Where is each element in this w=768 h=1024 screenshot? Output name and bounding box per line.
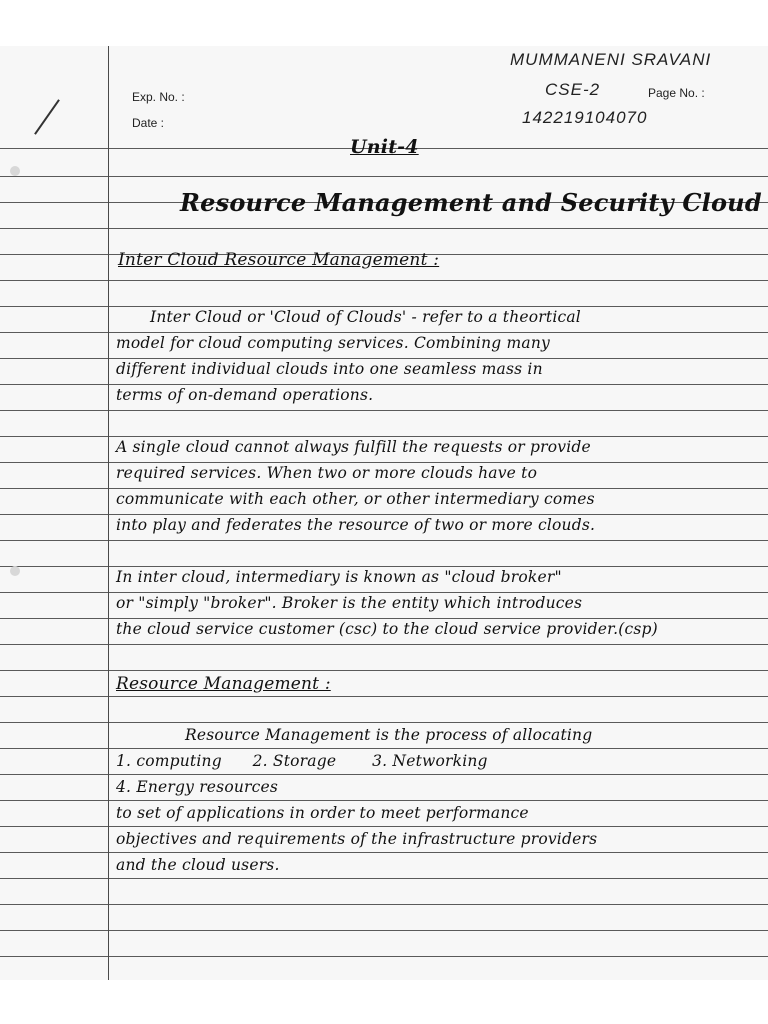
page-title: Resource Management and Security Cloud bbox=[180, 188, 762, 217]
paragraph-line: objectives and requirements of the infrastructure providers bbox=[116, 830, 598, 848]
pen-mark bbox=[34, 99, 60, 135]
ruled-line bbox=[0, 696, 768, 697]
ruled-line bbox=[0, 852, 768, 853]
date-label: Date : bbox=[132, 116, 165, 130]
ruled-line bbox=[0, 410, 768, 411]
notebook-page bbox=[0, 46, 768, 980]
ruled-line bbox=[0, 618, 768, 619]
paragraph-line: 4. Energy resources bbox=[116, 778, 279, 796]
section-heading-resource-management: Resource Management : bbox=[116, 674, 331, 694]
ruled-line bbox=[0, 748, 768, 749]
paragraph-line: model for cloud computing services. Combining many bbox=[116, 334, 550, 352]
ruled-line bbox=[0, 358, 768, 359]
ruled-line bbox=[0, 800, 768, 801]
ruled-line bbox=[0, 436, 768, 437]
ruled-line bbox=[0, 332, 768, 333]
paragraph-line: the cloud service customer (csc) to the cloud service provider.(csp) bbox=[116, 620, 658, 638]
roll-number: 142219104070 bbox=[522, 108, 648, 127]
ruled-line bbox=[0, 670, 768, 671]
paragraph-line: different individual clouds into one seamless mass in bbox=[116, 360, 543, 378]
ruled-line bbox=[0, 384, 768, 385]
ruled-line bbox=[0, 566, 768, 567]
ruled-line bbox=[0, 930, 768, 931]
paragraph-line: Resource Management is the process of allocating bbox=[185, 726, 593, 744]
ruled-line bbox=[0, 826, 768, 827]
ruled-line bbox=[0, 722, 768, 723]
binding-hole bbox=[10, 566, 20, 576]
binding-hole bbox=[10, 166, 20, 176]
paragraph-line: 1. computing 2. Storage 3. Networking bbox=[116, 752, 488, 770]
paragraph-line: required services. When two or more clouds have to bbox=[116, 464, 538, 482]
ruled-line bbox=[0, 956, 768, 957]
student-name: MUMMANENI SRAVANI bbox=[510, 50, 712, 69]
paragraph-line: terms of on-demand operations. bbox=[116, 386, 374, 404]
ruled-line bbox=[0, 462, 768, 463]
paragraph-line: Inter Cloud or 'Cloud of Clouds' - refer to a theortical bbox=[150, 308, 581, 326]
ruled-line bbox=[0, 774, 768, 775]
paragraph-line: and the cloud users. bbox=[116, 856, 280, 874]
ruled-line bbox=[0, 878, 768, 879]
exp-no-label: Exp. No. : bbox=[132, 90, 185, 104]
ruled-line bbox=[0, 176, 768, 177]
ruled-line bbox=[0, 644, 768, 645]
unit-title: Unit-4 bbox=[350, 136, 419, 158]
paragraph-line: into play and federates the resource of two or more clouds. bbox=[116, 516, 596, 534]
ruled-line bbox=[0, 228, 768, 229]
paragraph-line: In inter cloud, intermediary is known as "cloud broker" bbox=[116, 568, 562, 586]
margin-line bbox=[108, 46, 109, 980]
section-heading-inter-cloud: Inter Cloud Resource Management : bbox=[118, 250, 440, 270]
ruled-line bbox=[0, 306, 768, 307]
student-class: CSE-2 bbox=[545, 80, 601, 99]
ruled-line bbox=[0, 592, 768, 593]
ruled-line bbox=[0, 540, 768, 541]
paragraph-line: or "simply "broker". Broker is the entity which introduces bbox=[116, 594, 583, 612]
page-no-label: Page No. : bbox=[648, 86, 705, 100]
paragraph-line: A single cloud cannot always fulfill the requests or provide bbox=[116, 438, 591, 456]
ruled-line bbox=[0, 280, 768, 281]
paragraph-line: to set of applications in order to meet performance bbox=[116, 804, 529, 822]
ruled-line bbox=[0, 514, 768, 515]
ruled-line bbox=[0, 904, 768, 905]
ruled-line bbox=[0, 488, 768, 489]
paragraph-line: communicate with each other, or other intermediary comes bbox=[116, 490, 595, 508]
